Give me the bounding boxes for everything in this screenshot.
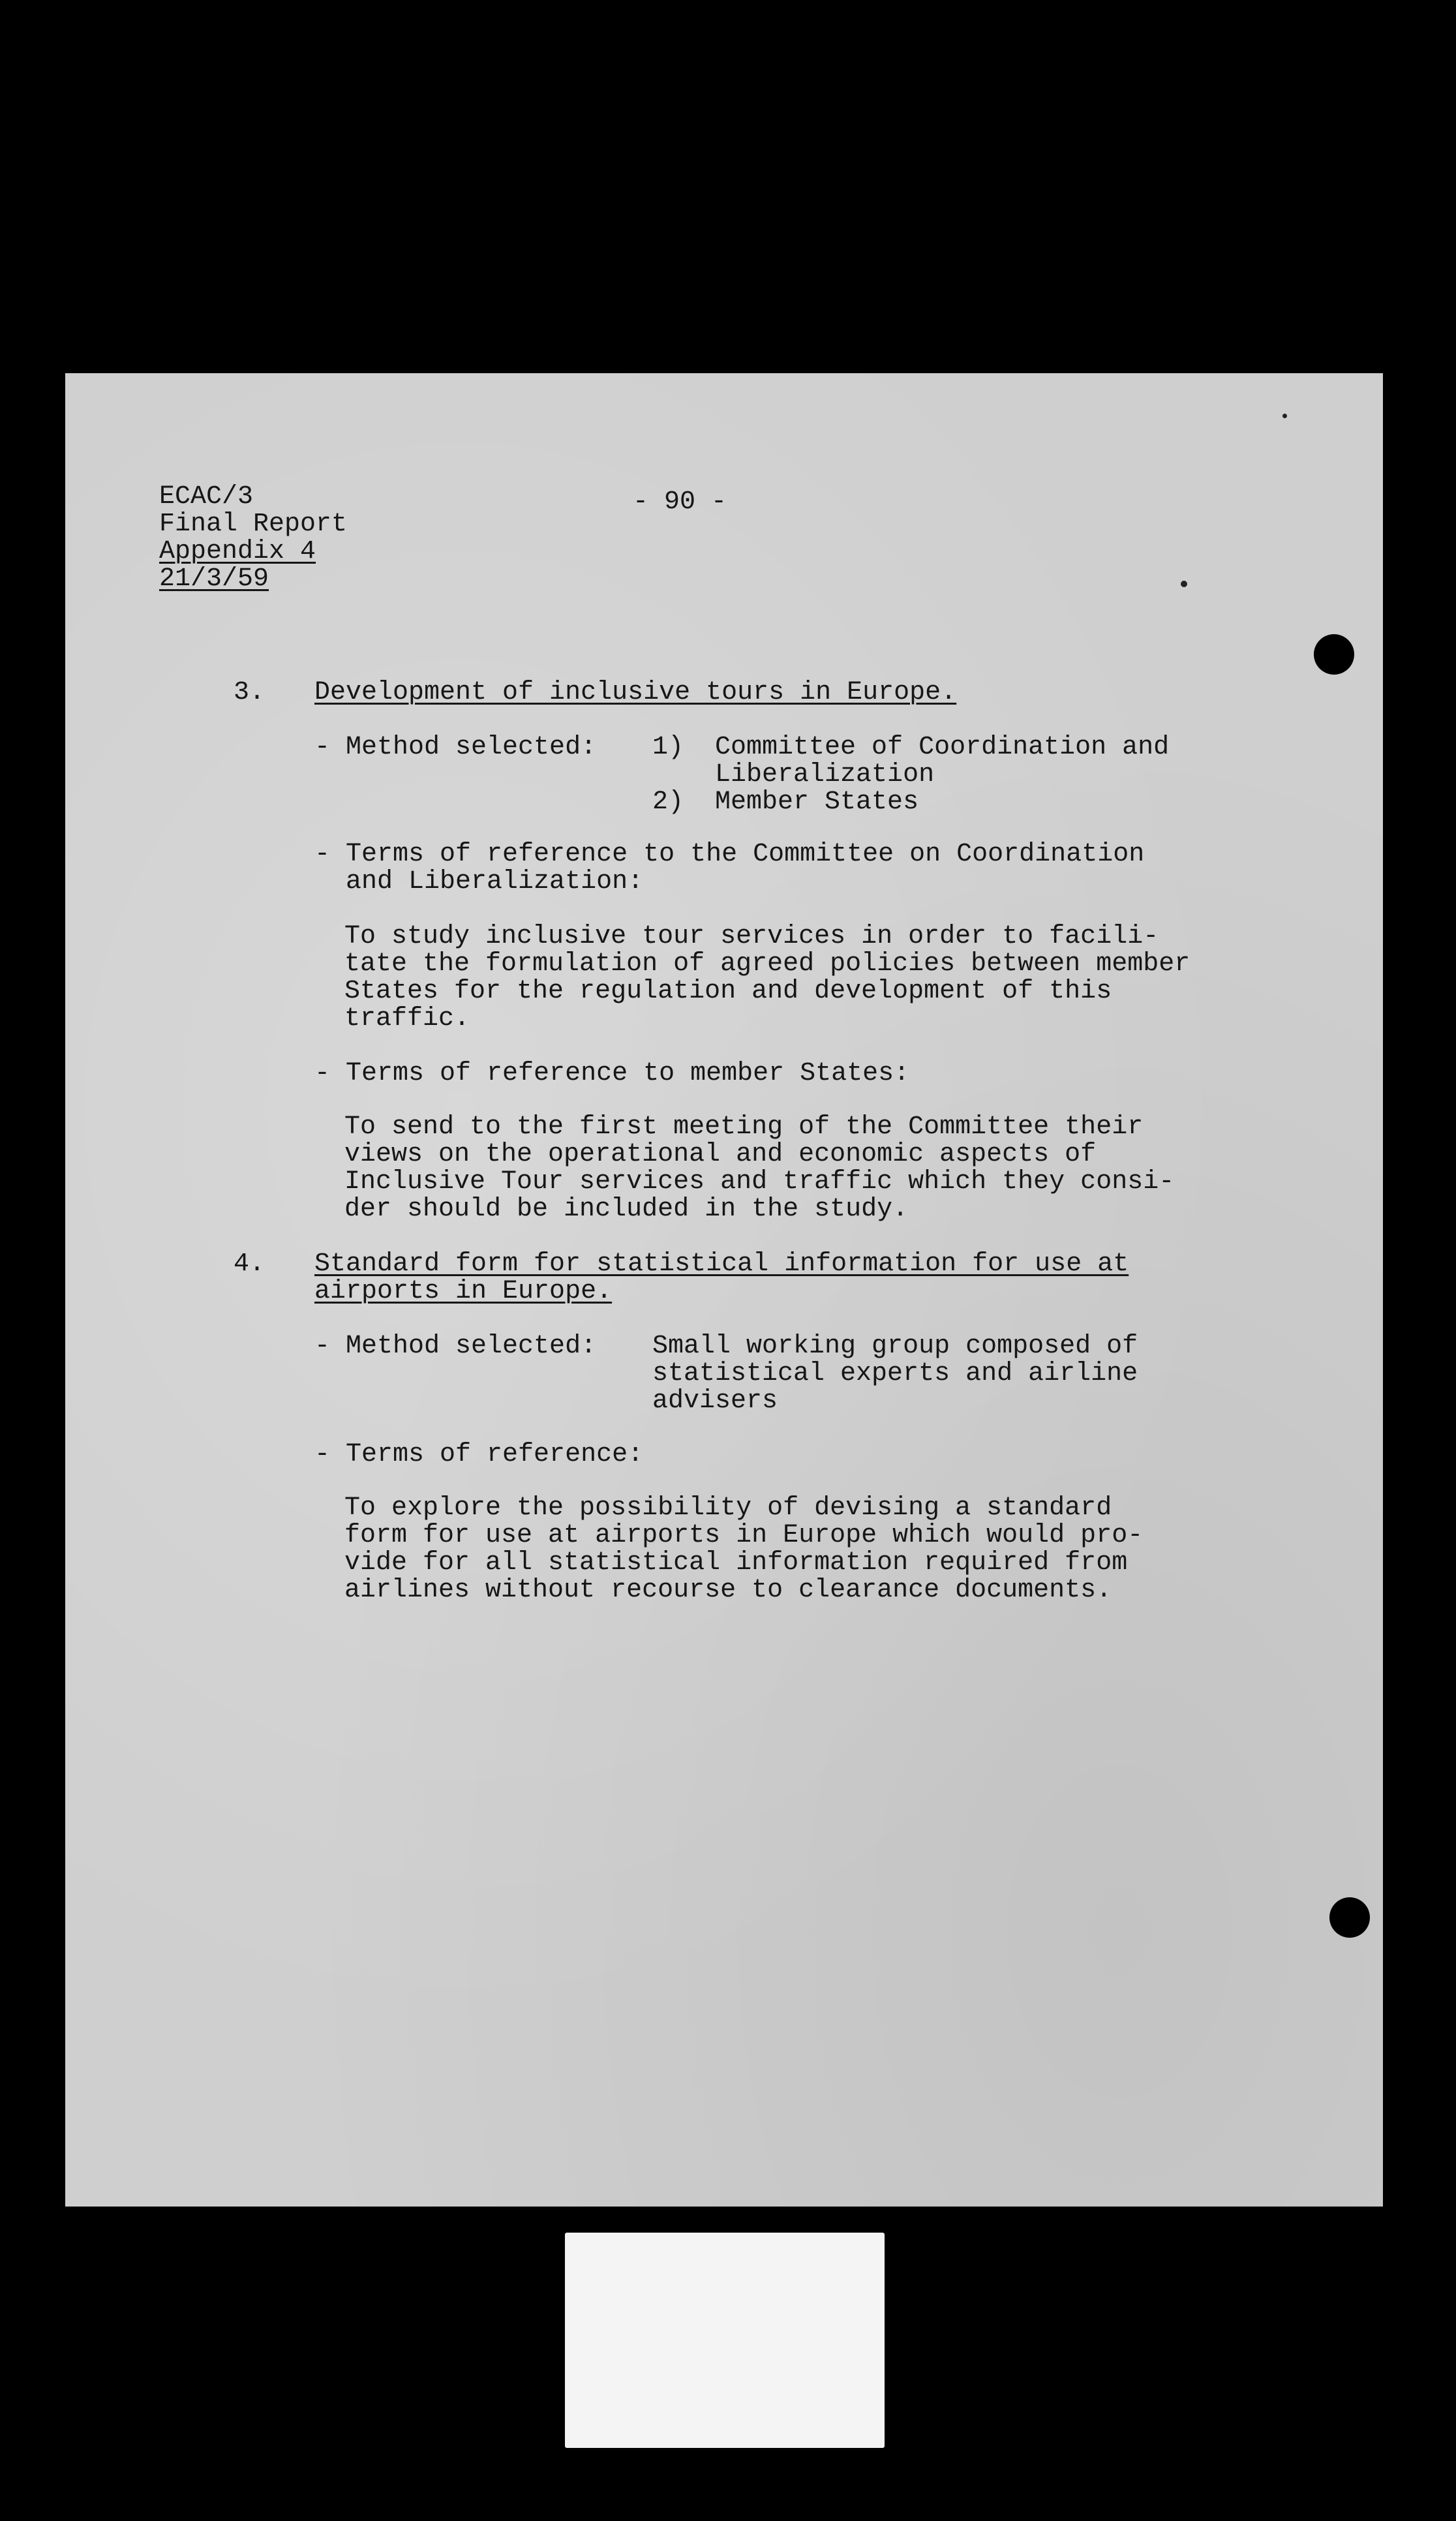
tor-committee-label: - Terms of reference to the Committee on Coordination <box>314 840 1145 869</box>
method-item-1: 1) Committee of Coordination and <box>652 733 1170 762</box>
tor-committee-line-3: States for the regulation and development of this <box>344 977 1112 1006</box>
section-3-number: 3. <box>234 678 265 707</box>
punch-hole-bottom <box>1329 1897 1370 1938</box>
tor-states-label: - Terms of reference to member States: <box>314 1059 910 1088</box>
section-4-method-label: - Method selected: <box>314 1332 597 1361</box>
appendix-label: Appendix 4 <box>159 537 316 566</box>
method-item-1-cont: Liberalization <box>652 760 935 789</box>
section-4-tor-line-4: airlines without recourse to clearance documents. <box>344 1576 1112 1605</box>
tor-states-line-2: views on the operational and economic aspects of <box>344 1140 1097 1169</box>
tor-states-line-3: Inclusive Tour services and traffic which they consi- <box>344 1167 1175 1197</box>
section-4-tor-line-1: To explore the possibility of devising a standard <box>344 1493 1112 1523</box>
tor-committee-label-cont: and Liberalization: <box>314 867 644 896</box>
film-label-card <box>565 2233 885 2448</box>
section-4-method-line-2: statistical experts and airline <box>652 1359 1138 1388</box>
section-4-tor-label: - Terms of reference: <box>314 1440 644 1469</box>
section-4-method-line-1: Small working group composed of <box>652 1332 1138 1361</box>
section-4-title-line-1: Standard form for statistical information for use at <box>314 1249 1129 1279</box>
ref-code: ECAC/3 <box>159 482 254 512</box>
tor-committee-line-1: To study inclusive tour services in order to facili- <box>344 922 1159 951</box>
page-number: - 90 - <box>633 487 727 517</box>
section-4-tor-line-3: vide for all statistical information required from <box>344 1548 1128 1578</box>
tor-committee-line-4: traffic. <box>344 1004 470 1033</box>
document-page <box>65 373 1383 2207</box>
section-4-title-line-2: airports in Europe. <box>314 1277 613 1306</box>
section-3-method-label: - Method selected: <box>314 733 597 762</box>
speck <box>1282 414 1287 418</box>
speck <box>1181 581 1187 587</box>
tor-states-line-4: der should be included in the study. <box>344 1195 909 1224</box>
report-date: 21/3/59 <box>159 564 269 594</box>
punch-hole-top <box>1314 634 1354 675</box>
tor-committee-line-2: tate the formulation of agreed policies between member <box>344 949 1191 979</box>
tor-states-line-1: To send to the first meeting of the Committee their <box>344 1112 1144 1142</box>
method-item-2: 2) Member States <box>652 787 919 817</box>
report-title: Final Report <box>159 510 348 539</box>
section-3-title: Development of inclusive tours in Europe. <box>314 678 957 707</box>
section-4-tor-line-2: form for use at airports in Europe which would pro- <box>344 1521 1144 1550</box>
section-4-number: 4. <box>234 1249 265 1279</box>
section-4-method-line-3: advisers <box>652 1386 778 1416</box>
